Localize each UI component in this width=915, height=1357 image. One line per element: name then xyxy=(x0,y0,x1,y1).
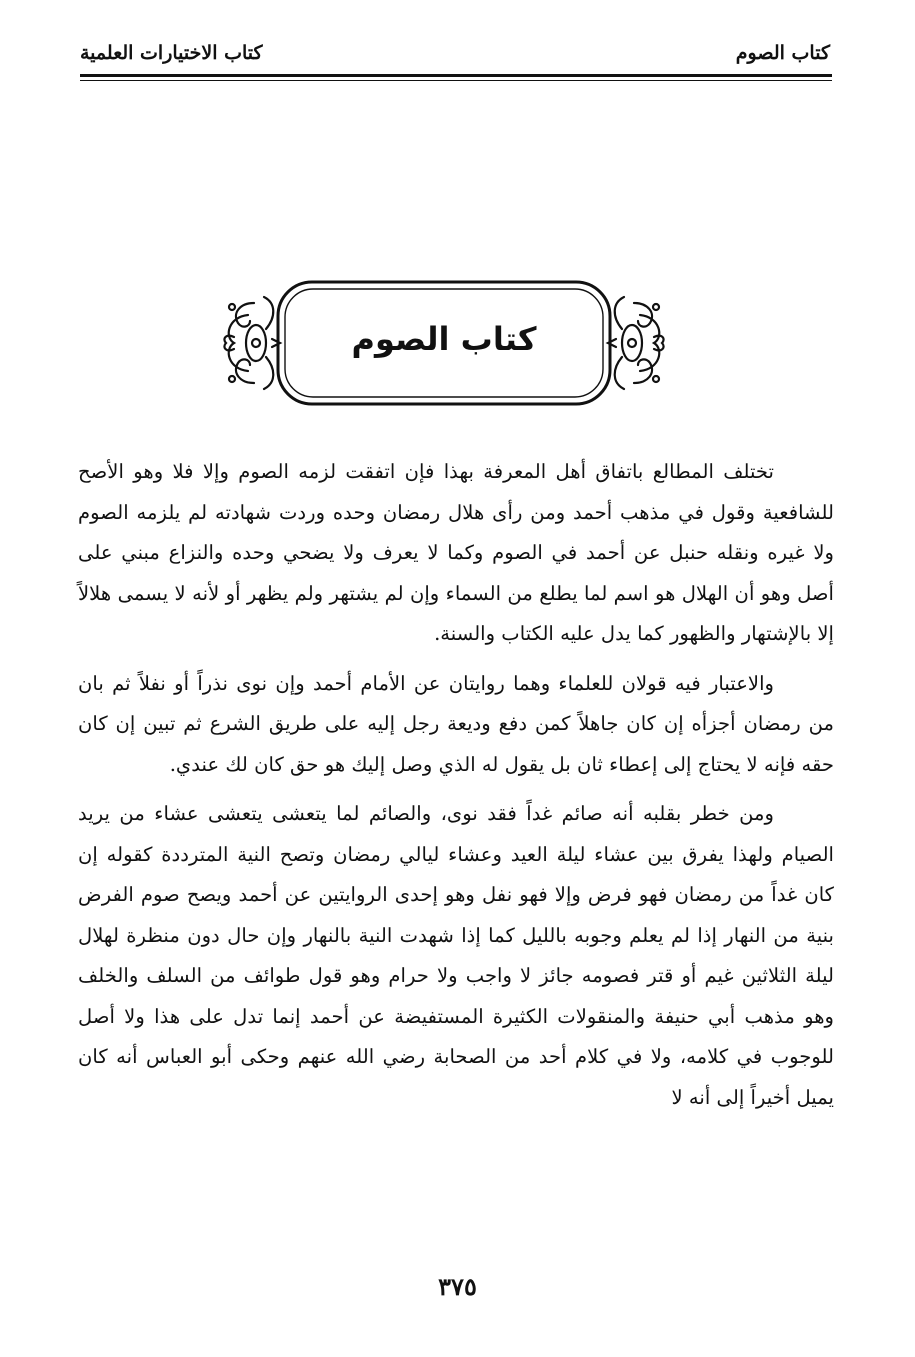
header-rule-thin xyxy=(80,80,832,81)
running-header xyxy=(80,38,830,74)
chapter-title: كتاب الصوم xyxy=(351,320,537,358)
header-rule-thick xyxy=(80,74,832,77)
header-book-title: كتاب الاختيارات العلمية xyxy=(80,42,263,64)
paragraph-1: تختلف المطالع باتفاق أهل المعرفة بهذا فإن اتفقت لزمه الصوم وإلا فلا وهو الأصح للشافعية وقول في مذهب أحمد ومن رأى هلال رمضان وحده وردت شهادته لم يلزمه الصوم ولا غيره ونقله حنبل عن أحمد في الصوم وكما لا يعرف ولا يضحي وحده والنزاع مبني على أصل وهو أن الهلال هو اسم لما يطلع من السماء وإن لم يشتهر ولم يظهر أو لأنه لا يسمى هلالاً إلا بالإشتهار والظهور كما يدل عليه الكتاب والسنة. xyxy=(78,460,834,645)
header-chapter-name: كتاب الصوم xyxy=(735,42,830,64)
body-text xyxy=(78,452,834,1127)
paragraph-2: والاعتبار فيه قولان للعلماء وهما روايتان عن الأمام أحمد وإن نوى نذراً أو نفلاً ثم بان من رمضان أجزأه إن كان جاهلاً كمن دفع وديعة رجل إليه على طريق الشرع ثم تبين إن كان حقه فإنه لا يحتاج إلى إعطاء ثان بل يقول له الذي وصل إليك هو حق كان لك عندي. xyxy=(78,671,834,776)
chapter-title-frame xyxy=(216,268,672,418)
page-number: ٣٧٥ xyxy=(438,1272,477,1301)
paragraph-3: ومن خطر بقلبه أنه صائم غداً فقد نوى، والصائم لما يتعشى يتعشى عشاء من يريد الصيام ولهذا يفرق بين عشاء ليلة العيد وعشاء ليالي رمضان وتصح النية المترددة كقوله إن كان غداً من رمضان فهو فرض وإلا فهو نفل وهو إحدى الروايتين عن أحمد ويصح صوم الفرض بنية من النهار إذا لم يعلم وجوبه بالليل كما إذا شهدت النية بالنهار وإن حال دون منظرة لهلال ليلة الثلاثين غيم أو قتر فصومه جائز لا واجب ولا حرام وهو قول طوائف من السلف والخلف وهو مذهب أبي حنيفة والمنقولات الكثيرة المستفيضة عن أحمد إنما تدل على هذا ولا أصل للوجوب في كلامه، ولا في كلام أحد من الصحابة رضي الله عنهم وحكى أبو العباس أنه كان يميل أخيراً إلى أنه لا xyxy=(78,802,834,1109)
